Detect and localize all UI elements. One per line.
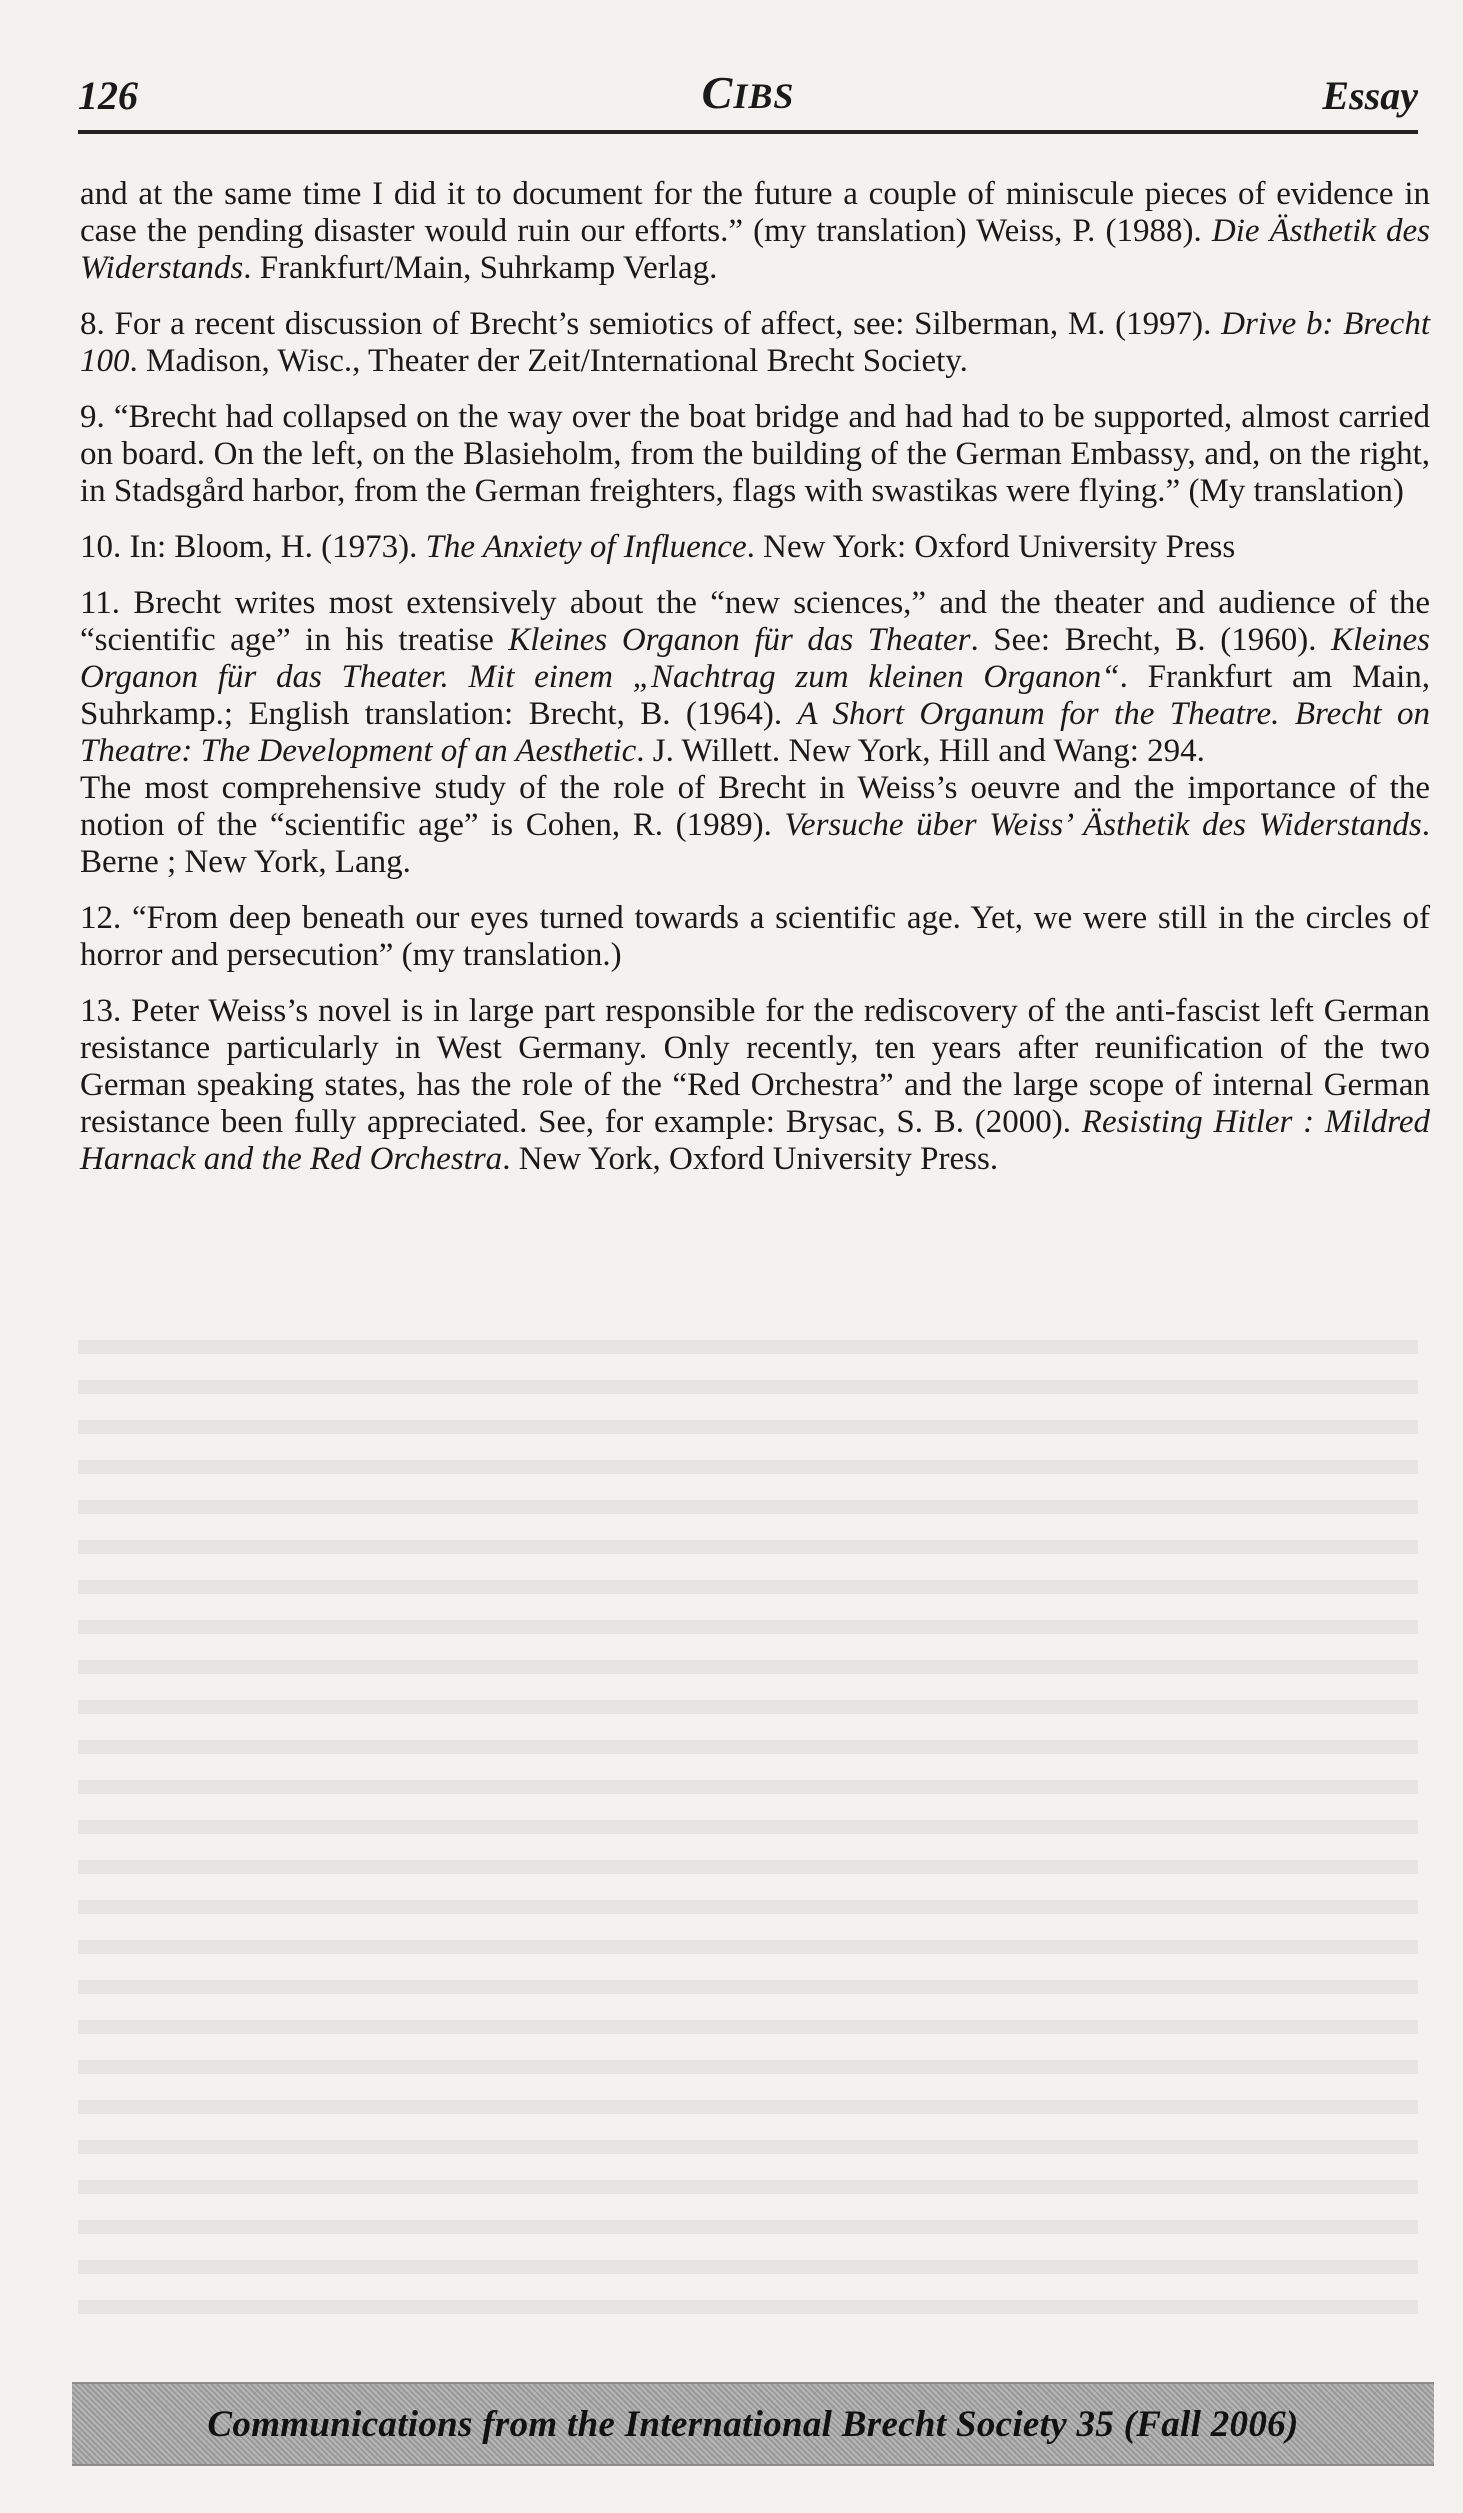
note-text: 8. For a recent discussion of Brecht’s semiotics of affect, see: Silberman, M. (1997). [80,306,1222,342]
endnote-paragraph [80,585,1430,770]
italic-title: Kleines Organon für das Theater. Mit einem „Nachtrag zum kleinen Organon“ [80,622,1430,695]
endnote-paragraph [80,399,1430,510]
note-text: . Madison, Wisc., Theater der Zeit/International Brecht Society. [129,343,968,379]
endnote-paragraph [80,993,1430,1178]
endnote-paragraph [80,306,1430,380]
note-text: . Berne ; New York, Lang. [80,807,1431,880]
journal-title-initial: C [701,67,734,118]
note-text: 9. “Brecht had collapsed on the way over the boat bridge and had had to be supported, almost carried on board. On the left, on the Blasieholm, from the building of the German Embassy, and, on the right, in Stadsgård harbor, from the German freighters, flags with swastikas were flying.” (My translation) [80,399,1430,509]
note-text: . J. Willett. New York, Hill and Wang: 294. [636,733,1205,769]
note-text: . See: Brecht, B. (1960). [970,622,1331,658]
note-text: . Frankfurt am Main, Suhrkamp.; English translation: Brecht, B. (1964). [80,659,1431,732]
endnote-paragraph [80,900,1430,974]
italic-title: Resisting Hitler : Mildred Harnack and the Red Orchestra [80,1104,1430,1177]
page-number: 126 [78,73,138,118]
note-text: The most comprehensive study of the role of Brecht in Weiss’s oeuvre and the importance of the notion of the “scientific age” is Cohen, R. (1989). [80,770,1430,843]
note-text: . New York: Oxford University Press [746,529,1236,565]
running-header [78,67,1418,132]
italic-title: The Anxiety of Influence [425,529,747,565]
italic-title: Die Ästhetik des Widerstands [80,213,1430,286]
endnotes [80,176,1430,1197]
note-text: . Frankfurt/Main, Suhrkamp Verlag. [243,250,718,286]
note-text: . New York, Oxford University Press. [502,1141,999,1177]
endnote-paragraph [80,529,1430,566]
italic-title: Kleines Organon für das Theater [508,622,971,658]
journal-title [78,66,1418,119]
footer-banner [72,2382,1434,2466]
footer-text: Communications from the International Brecht Society 35 (Fall 2006) [207,2403,1299,2445]
bleed-through-text [78,1340,1418,2320]
italic-title: A Short Organum for the Theatre. Brecht on Theatre: The Development of an Aesthetic [80,696,1430,769]
italic-title: Drive b: Brecht 100 [80,306,1430,379]
note-text: 12. “From deep beneath our eyes turned towards a scientific age. Yet, we were still in the circles of horror and persecution” (my translation.) [80,900,1430,973]
note-text: and at the same time I did it to document for the future a couple of miniscule pieces of evidence in case the pending disaster would ruin our efforts.” (my translation) Weiss, P. (1988). [80,176,1430,249]
note-text: 11. Brecht writes most extensively about the “new sciences,” and the theater and audience of the “scientific age” in his treatise [80,585,1430,658]
section-label: Essay [1322,73,1418,118]
journal-title-rest: IBS [733,76,795,116]
header-rule [78,130,1418,134]
endnote-paragraph [80,770,1430,881]
note-text: 13. Peter Weiss’s novel is in large part responsible for the rediscovery of the anti-fascist left German resistance particularly in West Germany. Only recently, ten years after reunification of the two German speaking states, has the role of the “Red Orchestra” and the large scope of internal German resistance been fully appreciated. See, for example: Brysac, S. B. (2000). [80,993,1430,1140]
italic-title: Versuche über Weiss’ Ästhetik des Widerstands [784,807,1422,843]
note-text: 10. In: Bloom, H. (1973). [80,529,426,565]
endnote-paragraph [80,176,1430,287]
